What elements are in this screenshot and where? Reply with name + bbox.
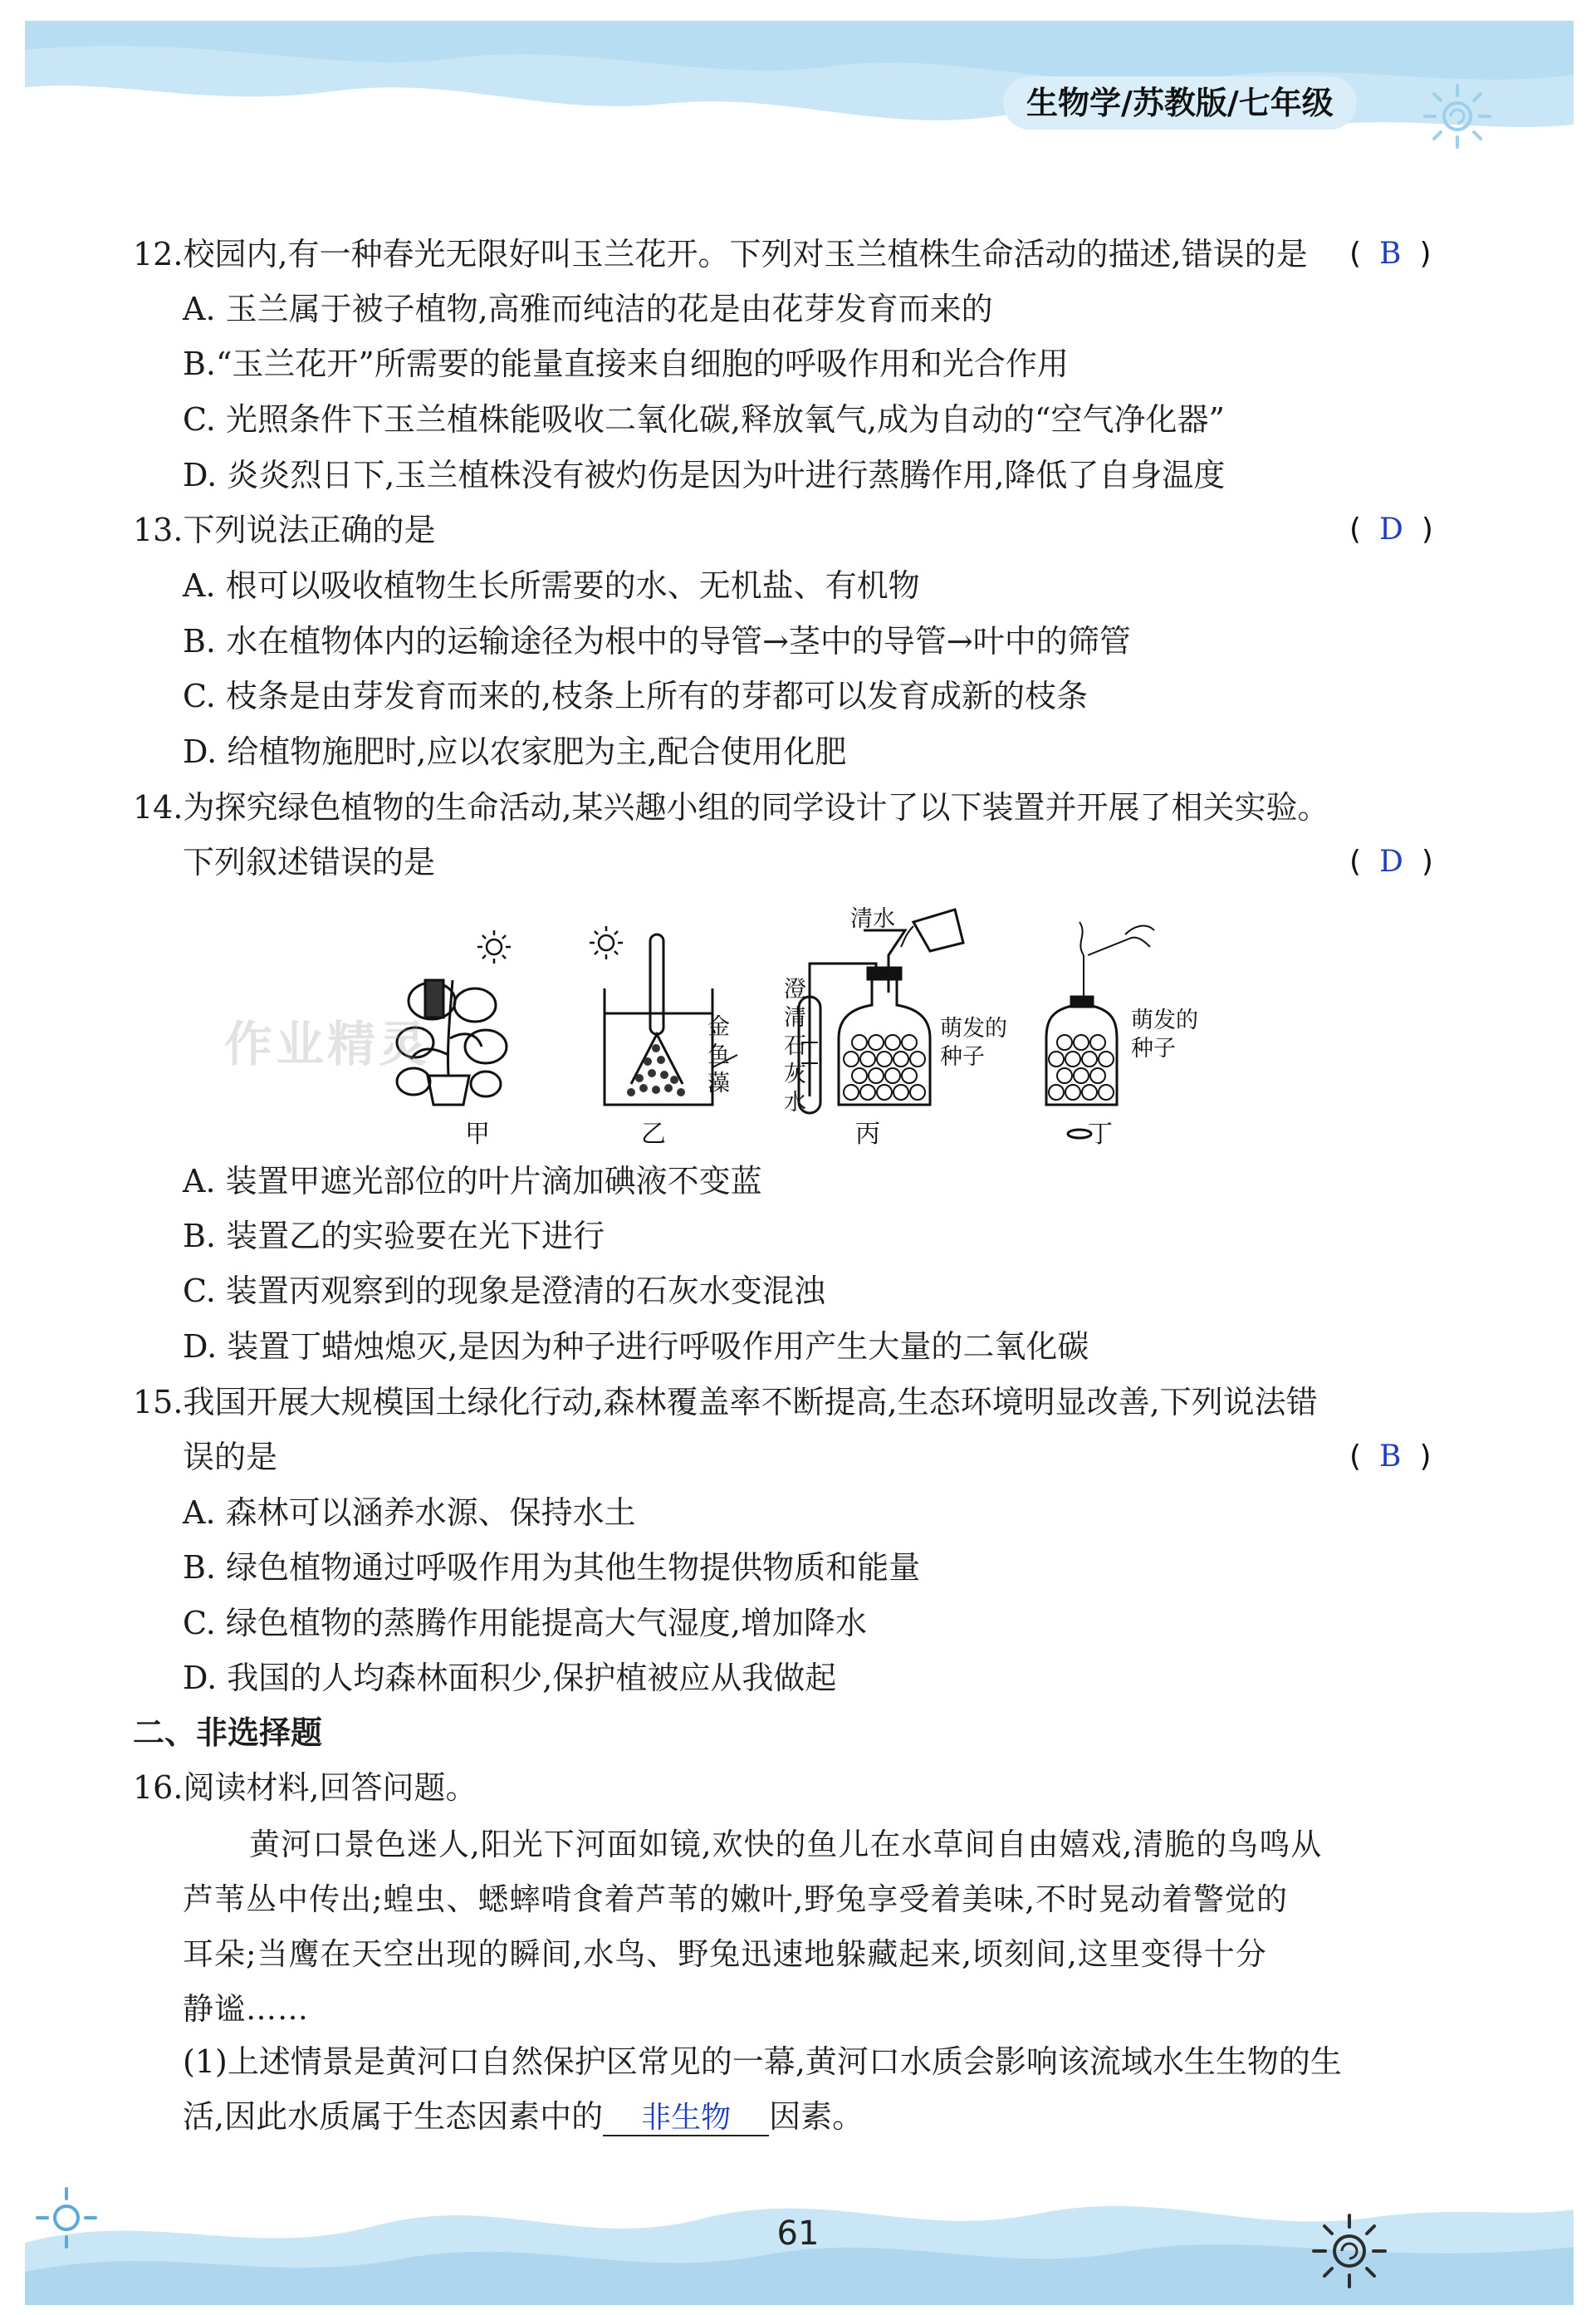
sub-question-1-suffix: 因素。 bbox=[769, 2098, 864, 2135]
label-mengfa-ding: 萌发的种子 bbox=[1131, 1008, 1198, 1062]
apparatus-bing-flask bbox=[799, 910, 963, 1113]
question-text: 我国开展大规模国土绿化行动,森林覆盖率不断提高,生态环境明显改善,下列说法错 bbox=[183, 1384, 1318, 1420]
question-13-option-a: A. 根可以吸收植物生长所需要的水、无机盐、有机物 bbox=[183, 567, 920, 604]
label-mengfa-bing: 萌发的种子 bbox=[940, 1016, 1007, 1070]
question-14-option-c: C. 装置丙观察到的现象是澄清的石灰水变混浊 bbox=[183, 1273, 825, 1309]
label-jia: 甲 bbox=[465, 1120, 490, 1149]
question-14-option-a: A. 装置甲遮光部位的叶片滴加碘液不变蓝 bbox=[183, 1163, 762, 1199]
passage-line-2: 芦苇丛中传出;蝗虫、蟋蟀啃食着芦苇的嫩叶,野兔享受着美味,不时晃动着警觉的 bbox=[183, 1881, 1288, 1917]
sun-icon bbox=[1304, 2205, 1395, 2297]
question-14-option-b: B. 装置乙的实验要在光下进行 bbox=[183, 1218, 605, 1254]
passage-line-4: 静谧…… bbox=[183, 1991, 309, 2027]
question-text: 为探究绿色植物的生命活动,某兴趣小组的同学设计了以下装置并开展了相关实验。 bbox=[183, 789, 1329, 826]
answer-blank: 非生物 bbox=[603, 2102, 769, 2136]
question-14-stem bbox=[133, 787, 1329, 827]
question-12-answer: ( B ) bbox=[1349, 237, 1432, 271]
sun-icon bbox=[1412, 79, 1503, 154]
question-13-option-b: B. 水在植物体内的运输途径为根中的导管→茎中的导管→叶中的筛管 bbox=[183, 623, 1131, 660]
sub-question-1-prefix: 活,因此水质属于生态因素中的 bbox=[183, 2098, 604, 2135]
question-12-stem bbox=[133, 234, 1308, 274]
question-text: 校园内,有一种春光无限好叫玉兰花开。下列对玉兰植株生命活动的描述,错误的是 bbox=[183, 236, 1308, 272]
question-number: 16. bbox=[133, 1769, 184, 1806]
answer-letter: B bbox=[1379, 1440, 1402, 1474]
question-13-option-c: C. 枝条是由芽发育而来的,枝条上所有的芽都可以发育成新的枝条 bbox=[183, 678, 1088, 714]
question-12-option-b: B.“玉兰花开”所需要的能量直接来自细胞的呼吸作用和光合作用 bbox=[183, 346, 1069, 382]
question-15-option-a: A. 森林可以涵养水源、保持水土 bbox=[183, 1494, 636, 1531]
question-16-stem bbox=[133, 1768, 477, 1807]
watermark: 作业精灵 bbox=[224, 1016, 431, 1072]
question-14-option-d: D. 装置丁蜡烛熄灭,是因为种子进行呼吸作用产生大量的二氧化碳 bbox=[183, 1328, 1089, 1365]
question-12-option-a: A. 玉兰属于被子植物,高雅而纯洁的花是由花芽发育而来的 bbox=[183, 291, 993, 327]
label-chengqing: 澄清石灰水 bbox=[784, 977, 806, 1116]
answer-letter: D bbox=[1379, 845, 1403, 879]
label-jinyuzao: 金鱼藻 bbox=[707, 1014, 730, 1096]
answer-letter: B bbox=[1379, 237, 1402, 271]
question-12-option-c: C. 光照条件下玉兰植株能吸收二氧化碳,释放氧气,成为自动的“空气净化器” bbox=[183, 401, 1225, 438]
sun-icon bbox=[29, 2180, 104, 2255]
question-15-option-c: C. 绿色植物的蒸腾作用能提高大气湿度,增加降水 bbox=[183, 1605, 867, 1641]
question-14-answer: ( D ) bbox=[1349, 845, 1433, 879]
question-15-stem-continued: 误的是 bbox=[183, 1439, 278, 1475]
question-14-stem-continued: 下列叙述错误的是 bbox=[183, 844, 436, 880]
subject-tag: 生物学/苏教版/七年级 bbox=[1003, 76, 1357, 130]
label-qingshui: 清水 bbox=[850, 906, 895, 932]
question-13-stem bbox=[133, 510, 435, 550]
question-number: 13. bbox=[133, 512, 184, 548]
question-12-option-d: D. 炎炎烈日下,玉兰植株没有被灼伤是因为叶进行蒸腾作用,降低了自身温度 bbox=[183, 457, 1226, 493]
question-15-option-b: B. 绿色植物通过呼吸作用为其他生物提供物质和能量 bbox=[183, 1549, 921, 1586]
answer-letter: D bbox=[1379, 513, 1403, 547]
question-15-stem bbox=[133, 1382, 1318, 1422]
label-yi: 乙 bbox=[641, 1120, 666, 1149]
question-15-option-d: D. 我国的人均森林面积少,保护植被应从我做起 bbox=[183, 1660, 837, 1696]
question-number: 14. bbox=[133, 789, 184, 826]
passage-line-1: 黄河口景色迷人,阳光下河面如镜,欢快的鱼儿在水草间自由嬉戏,清脆的鸟鸣从 bbox=[249, 1827, 1323, 1862]
label-bing: 丙 bbox=[855, 1120, 880, 1149]
sub-question-1-line-1: (1)上述情景是黄河口自然保护区常见的一幕,黄河口水质会影响该流域水生生物的生 bbox=[183, 2043, 1342, 2080]
question-text: 阅读材料,回答问题。 bbox=[183, 1769, 477, 1806]
question-number: 12. bbox=[133, 236, 184, 272]
passage-line-3: 耳朵;当鹰在天空出现的瞬间,水鸟、野兔迅速地躲藏起来,顷刻间,这里变得十分 bbox=[183, 1936, 1267, 1972]
header-wave-band bbox=[0, 0, 1596, 166]
page-number: 61 bbox=[776, 2214, 820, 2253]
question-15-answer: ( B ) bbox=[1349, 1440, 1432, 1474]
section-title: 二、非选择题 bbox=[133, 1714, 323, 1751]
question-text: 下列说法正确的是 bbox=[183, 512, 436, 548]
label-ding: 丁 bbox=[1088, 1120, 1113, 1149]
question-13-answer: ( D ) bbox=[1349, 513, 1433, 547]
question-number: 15. bbox=[133, 1384, 184, 1420]
question-13-option-d: D. 给植物施肥时,应以农家肥为主,配合使用化肥 bbox=[183, 733, 847, 770]
